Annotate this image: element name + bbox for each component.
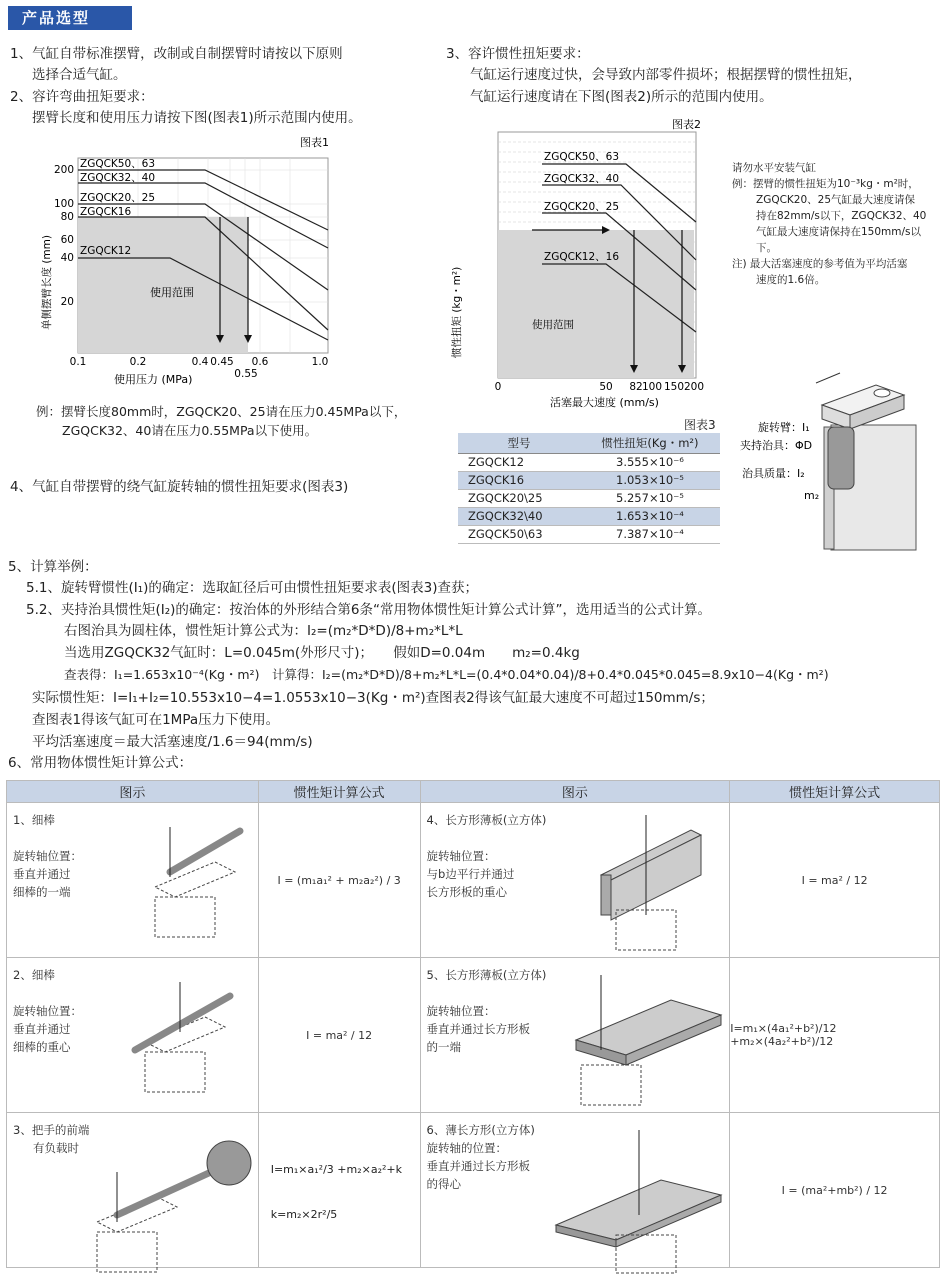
- desc-text: 6、薄长方形(立方体): [426, 1123, 535, 1137]
- formula: I=m₁×a₁²/3 +m₂×a₂²+k: [270, 1163, 402, 1176]
- cyl-label: 治具质量：I₂: [742, 467, 805, 480]
- desc-text: 细棒的一端: [13, 885, 71, 899]
- chart1-series-label: ZGQCK16: [80, 206, 132, 218]
- formula-cell: [258, 1113, 420, 1268]
- figure-cell: [7, 958, 259, 1113]
- thin-plate-figure: [591, 815, 726, 955]
- table-row: [458, 453, 720, 471]
- table3-header: 惯性扭矩(Kg・m²): [580, 433, 720, 453]
- figure-cell: [420, 1113, 730, 1268]
- calc-line: 6、常用物体惯性矩计算公式：: [8, 755, 193, 771]
- formula-header: 图示: [420, 781, 730, 803]
- chart1-ytick: 80: [60, 211, 74, 223]
- formula: I = ma² / 12: [306, 1028, 373, 1042]
- note-text: 持在82mm/s以下，ZGQCK32、40: [756, 210, 927, 222]
- desc-text: 垂直并通过: [13, 1022, 71, 1036]
- chart2-area-label: 使用范围: [532, 319, 574, 331]
- handle-load-figure: [87, 1127, 257, 1277]
- text-line: 选择合适气缸。: [32, 67, 127, 83]
- chart2-xtick: 200: [683, 381, 705, 393]
- desc-text: 细棒的重心: [13, 1040, 71, 1054]
- chart2-xtick: 82: [629, 381, 643, 393]
- desc-text: 旋转轴位置：: [426, 849, 496, 863]
- chart1-ytick: 200: [53, 164, 74, 176]
- chart1-xtick: 0.45: [210, 356, 234, 368]
- calc-line: 查表得：I₁=1.653x10⁻⁴(Kg・m²) 计算得：I₂=(m₂*D*D)/8+m₂*L*L=(0.4*0.04*0.04)/8+0.4*0.045*0.045=8.9x10−4(Kg・m²): [64, 667, 829, 682]
- chart1-ylabel: 单侧摆臂长度 (mm): [41, 235, 53, 330]
- cylinder-illustration: [736, 365, 946, 560]
- chart1-series-label: ZGQCK20、25: [80, 192, 156, 204]
- calc-line: 5、计算举例：: [8, 559, 98, 575]
- desc-text: 的得心: [426, 1177, 462, 1191]
- chart1-ytick: 60: [60, 234, 74, 246]
- table-cell: 1.053×10⁻⁵: [580, 471, 720, 489]
- formula-cell: [258, 803, 420, 958]
- chart1-ytick: 20: [60, 296, 74, 308]
- table-cell: ZGQCK50\63: [458, 525, 580, 543]
- section-4: 4、气缸自带摆臂的绕气缸旋转轴的惯性扭矩要求(图表3): [10, 479, 349, 495]
- desc-text: 有负载时: [33, 1141, 79, 1155]
- desc-text: 旋转轴的位置：: [426, 1141, 508, 1155]
- formula-header: 惯性矩计算公式: [258, 781, 420, 803]
- note-text: 下。: [756, 242, 777, 254]
- desc-text: 旋转轴位置：: [13, 849, 82, 863]
- chart2-series-label: ZGQCK50、63: [544, 151, 620, 163]
- chart1-series-label: ZGQCK12: [80, 245, 132, 257]
- chart1-ytick: 100: [53, 198, 74, 210]
- chart2-xtick: 0: [494, 381, 502, 393]
- chart1-xtick: 1.0: [311, 356, 329, 368]
- formula-header: 惯性矩计算公式: [730, 781, 940, 803]
- figure-cell: [7, 803, 259, 958]
- table-row: [458, 507, 720, 525]
- chart1-xlabel: 使用压力 (MPa): [114, 373, 193, 386]
- chart2-series-label: ZGQCK32、40: [544, 173, 620, 185]
- thin-rod-end-figure: [135, 817, 255, 947]
- calc-line: 实际惯性矩：I=I₁+I₂=10.553x10−4=1.0553x10−3(Kg・m²)查图表2得该气缸最大速度不可超过150mm/s；: [32, 690, 714, 706]
- desc-text: 1、细棒: [13, 813, 55, 827]
- formula-cell: [730, 803, 940, 958]
- desc-text: 4、长方形薄板(立方体): [426, 813, 547, 827]
- desc-text: 5、长方形薄板(立方体): [426, 968, 547, 982]
- calc-line: 5.1、旋转臂惯性(I₁)的确定：选取缸径后可由惯性扭矩要求表(图表3)查获；: [26, 580, 479, 596]
- rect-plate-end-figure: [571, 970, 726, 1110]
- note-text: 气缸最大速度请保持在150mm/s以: [756, 226, 922, 238]
- table-cell: 3.555×10⁻⁶: [580, 453, 720, 471]
- example-text: 例：摆臂长度80mm时，ZGQCK20、25请在压力0.45MPa以下，: [36, 404, 407, 419]
- table-row: [458, 489, 720, 507]
- calc-line: 右图治具为圆柱体，惯性矩计算公式为：I₂=(m₂*D*D)/8+m₂*L*L: [64, 623, 463, 639]
- calc-line: 查图表1得该气缸可在1MPa压力下使用。: [32, 712, 280, 728]
- table-cell: ZGQCK16: [458, 471, 580, 489]
- table-cell: 7.387×10⁻⁴: [580, 525, 720, 543]
- formula: k=m₂×2r²/5: [270, 1208, 338, 1221]
- table3-title: 图表3: [684, 418, 716, 432]
- desc-text: 的一端: [426, 1040, 462, 1054]
- note-text: 请勿水平安装气缸: [732, 162, 816, 174]
- note-text: 注) 最大活塞速度的参考值为平均活塞: [732, 258, 908, 270]
- table3-header: 型号: [458, 433, 580, 453]
- section-header: 产品选型: [8, 6, 132, 30]
- chart2-xtick: 150: [663, 381, 685, 393]
- text-line: 3、容许惯性扭矩要求：: [446, 46, 590, 62]
- formula: I=m₁×(4a₁²+b²)/12 +m₂×(4a₂²+b²)/12: [730, 1022, 837, 1048]
- text-line: 1、气缸自带标准摆臂，改制或自制摆臂时请按以下原则: [10, 46, 343, 62]
- table-cell: 5.257×10⁻⁵: [580, 489, 720, 507]
- chart2-ylabel: 惯性扭矩 (kg・m²): [451, 266, 463, 358]
- figure-cell: [420, 803, 730, 958]
- table-cell: ZGQCK32\40: [458, 507, 580, 525]
- formula-header: 图示: [7, 781, 259, 803]
- calc-line: 平均活塞速度＝最大活塞速度/1.6＝94(mm/s): [32, 734, 313, 750]
- formula-cell: [258, 958, 420, 1113]
- figure-cell: [7, 1113, 259, 1268]
- table-cell: ZGQCK12: [458, 453, 580, 471]
- desc-text: 长方形板的重心: [426, 885, 508, 899]
- chart-1: [30, 130, 430, 390]
- desc-text: 3、把手的前端: [13, 1123, 90, 1137]
- chart1-xtick: 0.6: [251, 356, 269, 368]
- chart1-series-label: ZGQCK32、40: [80, 172, 156, 184]
- text-line: 气缸运行速度请在下图(图表2)所示的范围内使用。: [470, 89, 773, 105]
- chart2-xtick: 100: [641, 381, 663, 393]
- chart-2: [446, 112, 726, 412]
- figure-cell: [420, 958, 730, 1113]
- table-row: [458, 471, 720, 489]
- formula-table: [6, 780, 940, 1268]
- chart1-ytick: 40: [60, 252, 74, 264]
- chart1-xtick: 0.1: [69, 356, 87, 368]
- desc-text: 旋转轴位置：: [426, 1004, 496, 1018]
- formula: I = ma² / 12: [801, 873, 868, 887]
- desc-text: 垂直并通过: [13, 867, 71, 881]
- example-text: ZGQCK32、40请在压力0.55MPa以下使用。: [62, 423, 318, 438]
- cyl-label: m₂: [804, 489, 820, 502]
- chart1-xtick: 0.4: [191, 356, 209, 368]
- note-text: 例：摆臂的惯性扭矩为10⁻³kg・m²时，: [732, 178, 919, 190]
- formula: I = (m₁a₁² + m₂a₂²) / 3: [277, 873, 401, 887]
- thin-rect-figure: [551, 1125, 726, 1275]
- thin-rod-center-figure: [125, 972, 255, 1102]
- text-line: 2、容许弯曲扭矩要求：: [10, 89, 154, 105]
- chart1-series-label: ZGQCK50、63: [80, 158, 156, 170]
- desc-text: 旋转轴位置：: [13, 1004, 82, 1018]
- chart1-title: 图表1: [300, 136, 329, 149]
- table-row: [458, 525, 720, 543]
- calc-line: 当选用ZGQCK32气缸时：L=0.045m(外形尺寸)； 假如D=0.04m m₂=0.4kg: [64, 645, 580, 661]
- desc-text: 2、细棒: [13, 968, 55, 982]
- formula: I = (ma²+mb²) / 12: [781, 1183, 888, 1197]
- desc-text: 垂直并通过长方形板: [426, 1159, 531, 1173]
- chart1-xtick: 0.2: [129, 356, 147, 368]
- note-text: 速度的1.6倍。: [756, 274, 826, 286]
- desc-text: 与b边平行并通过: [426, 867, 515, 881]
- formula-cell: [730, 958, 940, 1113]
- chart2-series-label: ZGQCK20、25: [544, 201, 620, 213]
- chart2-xtick: 50: [599, 381, 613, 393]
- note-text: ZGQCK20、25气缸最大速度请保: [756, 194, 916, 206]
- calc-line: 5.2、夹持治具惯性矩(I₂)的确定：按治体的外形结合第6条“常用物体惯性矩计算公式计算”，选用适当的公式计算。: [26, 602, 711, 618]
- chart2-title: 图表2: [672, 118, 701, 131]
- table-3: [458, 433, 720, 544]
- cyl-label: 夹持治具：ΦD: [740, 439, 813, 452]
- cyl-label: 旋转臂：I₁: [758, 421, 810, 434]
- desc-text: 垂直并通过长方形板: [426, 1022, 531, 1036]
- text-line: 摆臂长度和使用压力请按下图(图表1)所示范围内使用。: [32, 110, 362, 126]
- chart1-area-label: 使用范围: [150, 286, 194, 299]
- chart1-xtick: 0.55: [234, 368, 258, 380]
- table-cell: ZGQCK20\25: [458, 489, 580, 507]
- chart2-series-label: ZGQCK12、16: [544, 251, 620, 263]
- table-cell: 1.653×10⁻⁴: [580, 507, 720, 525]
- formula-cell: [730, 1113, 940, 1268]
- text-line: 气缸运行速度过快，会导致内部零件损坏；根据摆臂的惯性扭矩，: [470, 67, 862, 83]
- chart2-xlabel: 活塞最大速度 (mm/s): [550, 396, 659, 409]
